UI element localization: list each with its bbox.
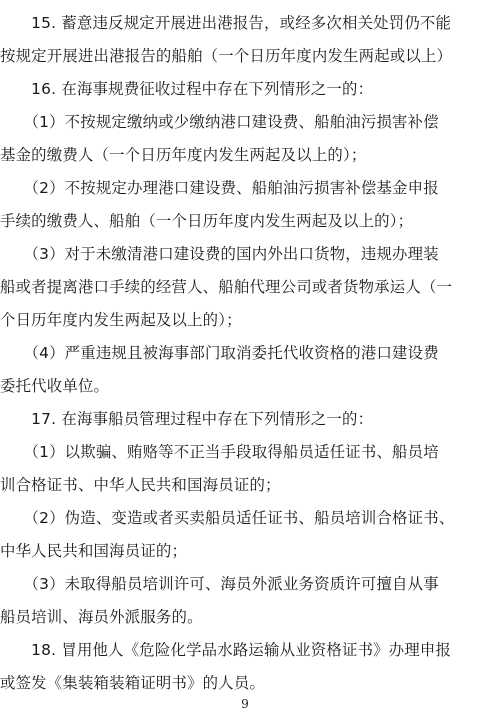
text-line-item-16-4-start: （4）严重违规且被海事部门取消委托代收资格的港口建设费 [0,344,439,362]
text-line-item-16-1-end: 基金的缴费人（一个日历年度内发生两起及以上的）； [0,146,367,164]
text-line-item-18-end: 或签发《集装箱装箱证明书》的人员。 [0,674,266,692]
text-line-item-16-3-end: 个日历年度内发生两起及以上的）； [0,311,242,329]
text-line-item-16-3-middle: 船或者提离港口手续的经营人、船舶代理公司或者货物承运人（一 [0,278,453,296]
text-line-item-16-3-start: （3）对于未缴清港口建设费的国内外出口货物，违规办理装 [0,245,439,263]
text-line-item-17-3-end: 船员培训、海员外派服务的。 [0,608,203,626]
page-number: 9 [241,697,249,711]
text-line-item-15-end: 按规定开展进出港报告的船舶（一个日历年度内发生两起或以上） [0,47,453,65]
text-line-item-16-heading: 16. 在海事规费征收过程中存在下列情形之一的： [0,80,374,98]
text-line-item-17-2-start: （2）伪造、变造或者买卖船员适任证书、船员培训合格证书、 [0,509,455,527]
text-line-item-17-3-start: （3）未取得船员培训许可、海员外派业务资质许可擅自从事 [0,575,439,593]
text-line-item-17-heading: 17. 在海事船员管理过程中存在下列情形之一的： [0,410,374,428]
text-line-item-18-start: 18. 冒用他人《危险化学品水路运输从业资格证书》办理申报 [0,641,452,659]
text-line-item-17-1-end: 训合格证书、中华人民共和国海员证的； [0,476,281,494]
text-line-item-17-1-start: （1）以欺骗、贿赂等不正当手段取得船员适任证书、船员培 [0,443,439,461]
text-line-item-15-start: 15. 蓄意违反规定开展进出港报告，或经多次相关处罚仍不能 [0,14,452,32]
text-line-item-16-2-end: 手续的缴费人、船舶（一个日历年度内发生两起及以上的）； [0,212,414,230]
text-line-item-16-4-end: 委托代收单位。 [0,377,110,395]
text-line-item-16-2-start: （2）不按规定办理港口建设费、船舶油污损害补偿基金申报 [0,179,439,197]
text-line-item-16-1-start: （1）不按规定缴纳或少缴纳港口建设费、船舶油污损害补偿 [0,113,439,131]
text-line-item-17-2-end: 中华人民共和国海员证的； [0,542,188,560]
